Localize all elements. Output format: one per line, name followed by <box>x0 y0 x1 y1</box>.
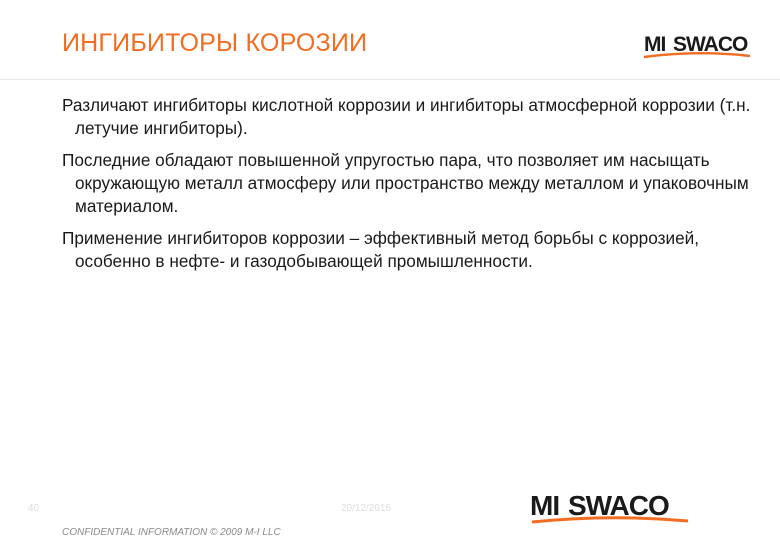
paragraph-1: Различают ингибиторы кислотной коррозии и ингибиторы атмосферной коррозии (т.н. летучие ингибиторы). <box>62 95 751 138</box>
page-number: 40 <box>28 503 40 514</box>
logo-mi-text: MI <box>644 33 666 56</box>
paragraph-3: Применение ингибиторов коррозии – эффективный метод борьбы с коррозией, особенно в нефте- и газодобывающей промышленности. <box>62 228 700 271</box>
mi-swaco-logo <box>642 30 752 64</box>
slide-title: ИНГИБИТОРЫ КОРОЗИИ <box>62 29 368 57</box>
paragraph-2: Последние обладают повышенной упругостью пара, что позволяет им насыщать окружающую металл атмосферу или пространство между металлом и упаковочным материалом. <box>62 150 749 216</box>
footer-logo-mi-text: MI <box>530 490 560 521</box>
footer-date: 20/12/2016 <box>341 503 392 514</box>
confidential-notice: CONFIDENTIAL INFORMATION © 2009 M-I LLC <box>62 527 281 538</box>
logo-swaco-text: SWACO <box>673 33 748 56</box>
footer-logo-swaco-text: SWACO <box>568 490 669 521</box>
header-divider <box>0 79 780 80</box>
mi-swaco-footer-logo <box>530 489 690 525</box>
slide-body <box>62 94 752 282</box>
